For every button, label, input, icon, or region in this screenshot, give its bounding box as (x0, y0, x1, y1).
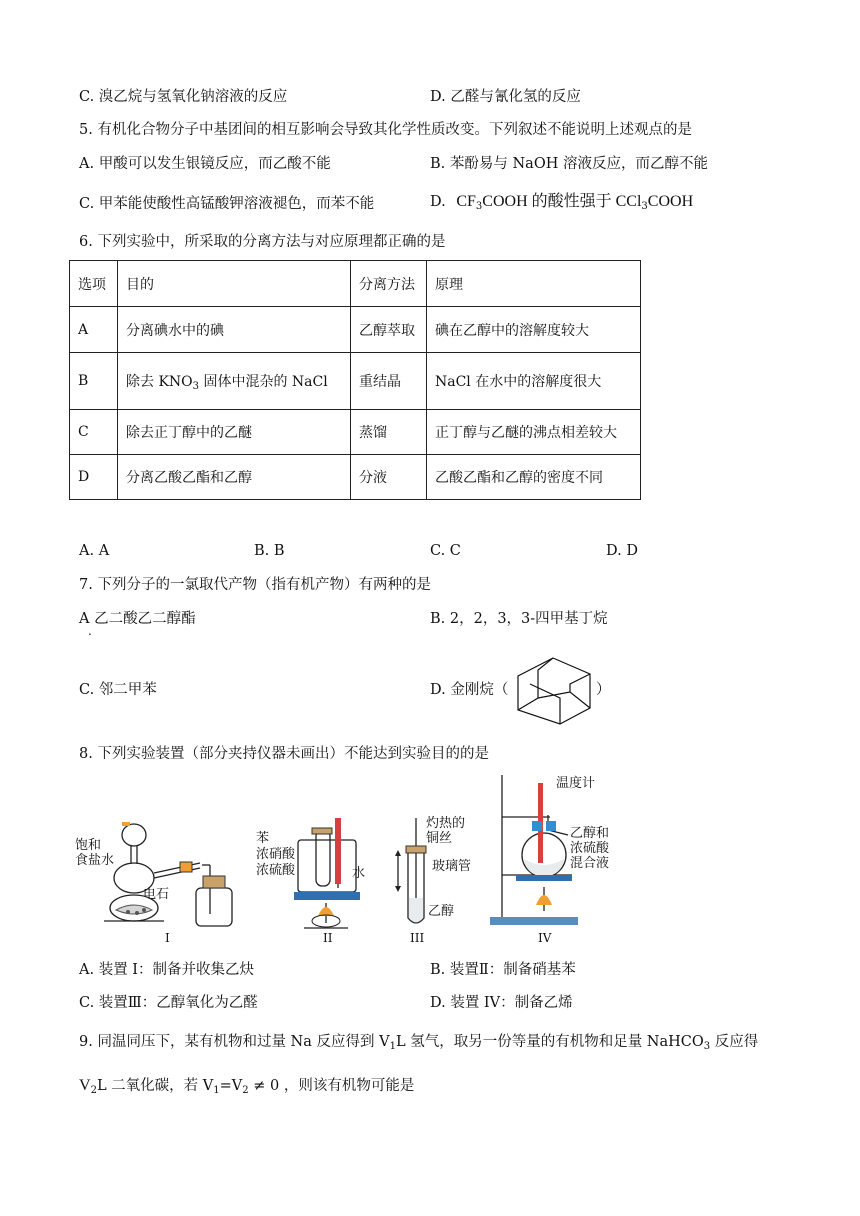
q6-stem: 6. 下列实验中，所采取的分离方法与对应原理都正确的是 (79, 234, 446, 250)
table-row (70, 307, 641, 353)
caption-iv: IV (538, 931, 552, 945)
cell-principle: NaCl 在水中的溶解度很大 (427, 353, 641, 410)
label-thermometer: 温度计 (556, 776, 596, 791)
label-saturated-brine: 饱和 食盐水 (75, 838, 115, 868)
q5-option-a: A. 甲酸可以发生银镜反应，而乙酸不能 (79, 156, 331, 172)
q6-answer-d: D. D (606, 543, 638, 559)
label-water: 水 (352, 866, 366, 881)
q7-option-d-suffix: ） (596, 682, 611, 698)
q8-option-c: C. 装置Ⅲ：乙醇氧化为乙醛 (79, 995, 258, 1011)
label-conc-sulfuric-acid: 浓硫酸 (256, 863, 296, 878)
cell-option: B (70, 353, 118, 410)
q6-answer-c: C. C (430, 543, 461, 559)
q9-line-1: 9. 同温同压下，某有机物和过量 Na 反应得到 $V_1L$ 氢气，取另一份等量的有机物和足量 NaHCO$_3$ 反应得 (79, 1034, 759, 1052)
header-purpose: 目的 (118, 261, 351, 307)
q6-answer-b: B. B (254, 543, 285, 559)
label-hot-copper-wire: 灼热的 铜丝 (426, 816, 466, 846)
header-option: 选项 (70, 261, 118, 307)
q8-option-d: D. 装置 IV：制备乙烯 (430, 995, 573, 1011)
caption-i: I (165, 931, 170, 945)
q5-stem: 5. 有机化合物分子中基团间的相互影响会导致其化学性质改变。下列叙述不能说明上述观点的是 (79, 122, 692, 138)
q8-option-b: B. 装置Ⅱ：制备硝基苯 (430, 962, 576, 978)
q5-option-b: B. 苯酚易与 NaOH 溶液反应，而乙醇不能 (430, 156, 708, 172)
caption-ii: II (323, 931, 333, 945)
q7-option-a: A 乙二酸乙二醇酯 (79, 611, 196, 627)
cell-method: 蒸馏 (351, 410, 427, 455)
table-row (70, 410, 641, 455)
cell-option: C (70, 410, 118, 455)
header-method: 分离方法 (351, 261, 427, 307)
label-calcium-carbide: 电石 (143, 887, 170, 902)
q6-answer-a: A. A (79, 543, 110, 559)
q5-option-d: D. $CF_3COOH$ 的酸性强于 CCl$_3$COOH (430, 193, 694, 212)
q6-table (69, 260, 641, 500)
q4-option-c: C. 溴乙烷与氢氧化钠溶液的反应 (79, 89, 288, 105)
q8-option-a: A. 装置 I：制备并收集乙炔 (79, 962, 255, 978)
table-row (70, 455, 641, 500)
q7-option-b: B. 2，2，3，3-四甲基丁烷 (430, 611, 608, 627)
q7-option-c: C. 邻二甲苯 (79, 682, 157, 698)
q9-line-2: $V_2L$ 二氧化碳，若 $V_1=V_2 \ne 0$ ，则该有机物可能是 (79, 1077, 415, 1096)
label-ethanol: 乙醇 (428, 904, 455, 919)
label-glass-tube: 玻璃管 (432, 859, 472, 874)
table-row (70, 353, 641, 410)
apparatus-iv-drawing (488, 775, 578, 930)
cell-purpose: 分离乙酸乙酯和乙醇 (118, 455, 351, 500)
cell-principle: 乙酸乙酯和乙醇的密度不同 (427, 455, 641, 500)
q7-stem: 7. 下列分子的一氯取代产物（指有机产物）有两种的是 (79, 577, 431, 593)
q8-stem: 8. 下列实验装置（部分夹持仪器未画出）不能达到实验目的的是 (79, 746, 489, 762)
q7-option-d-prefix: D. 金刚烷（ (430, 682, 509, 698)
cell-purpose: 除去正丁醇中的乙醚 (118, 410, 351, 455)
cell-method: 分液 (351, 455, 427, 500)
q4-option-d: D. 乙醛与氰化氢的反应 (430, 89, 581, 105)
label-benzene: 苯 (256, 831, 270, 846)
q5-option-c: C. 甲苯能使酸性高锰酸钾溶液褪色，而苯不能 (79, 196, 375, 212)
apparatus-i-drawing (104, 818, 254, 930)
cell-method: 乙醇萃取 (351, 307, 427, 353)
cell-principle: 正丁醇与乙醚的沸点相差较大 (427, 410, 641, 455)
cell-method: 重结晶 (351, 353, 427, 410)
table-header-row (70, 261, 641, 307)
cell-principle: 碘在乙醇中的溶解度较大 (427, 307, 641, 353)
label-ethanol-sulfuric-mixture: 乙醇和 浓硫酸 混合液 (570, 826, 610, 871)
label-conc-nitric-acid: 浓硝酸 (256, 847, 296, 862)
cell-option: A (70, 307, 118, 353)
cell-option: D (70, 455, 118, 500)
cell-purpose: 分离碘水中的碘 (118, 307, 351, 353)
adamantane-structure (508, 654, 598, 729)
header-principle: 原理 (427, 261, 641, 307)
caption-iii: III (410, 931, 425, 945)
cell-purpose: 除去 $KNO_3$ 固体中混杂的 NaCl (118, 353, 351, 410)
q7-option-a-dot: . (88, 624, 92, 638)
